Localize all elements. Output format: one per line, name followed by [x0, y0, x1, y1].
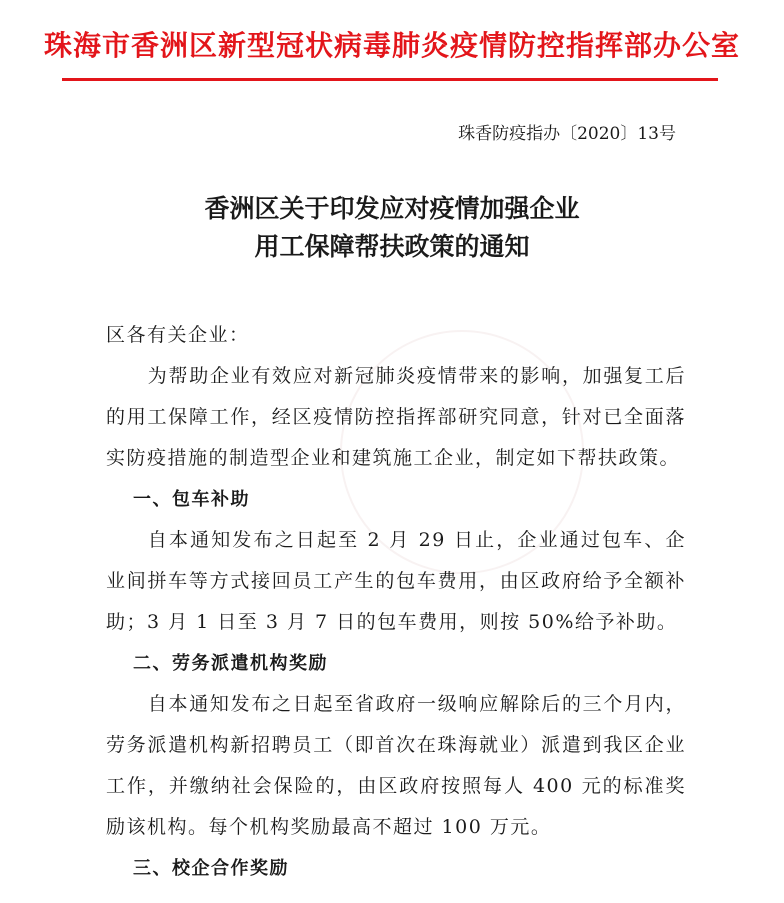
section-heading-charter-subsidy: 一、包车补助: [133, 489, 250, 510]
document-number: 珠香防疫指办〔2020〕13号: [458, 124, 676, 144]
intro-paragraph: 为帮助企业有效应对新冠肺炎疫情带来的影响，加强复工后的用工保障工作，经区疫情防控指挥部研究同意，针对已全面落实防疫措施的制造型企业和建筑施工企业，制定如下帮扶政策。: [106, 365, 686, 469]
document-title-line-1: 香洲区关于印发应对疫情加强企业: [204, 194, 580, 223]
section-text-labor-dispatch-reward: 自本通知发布之日起至省政府一级响应解除后的三个月内，劳务派遣机构新招聘员工（即首次在珠海就业）派遣到我区企业工作，并缴纳社会保险的，由区政府按照每人 400 元的标准奖励该机构。每个机构奖励最高不超过 100 万元。: [106, 693, 686, 838]
section-heading-labor-dispatch-reward: 二、劳务派遣机构奖励: [133, 653, 328, 674]
section-text-charter-subsidy: 自本通知发布之日起至 2 月 29 日止，企业通过包车、企业间拼车等方式接回员工产生的包车费用，由区政府给予全额补助；3 月 1 日至 3 月 7 日的包车费用，则按 50%给予补助。: [106, 529, 686, 633]
salutation: 区各有关企业：: [106, 324, 250, 346]
document-title: [0, 190, 784, 266]
document-body: [106, 315, 686, 889]
document-title-line-2: 用工保障帮扶政策的通知: [254, 232, 530, 261]
section-heading-school-enterprise-reward: 三、校企合作奖励: [133, 858, 289, 879]
red-header-rule: [62, 78, 718, 81]
issuing-office-header: 珠海市香洲区新型冠状病毒肺炎疫情防控指挥部办公室: [43, 29, 740, 62]
